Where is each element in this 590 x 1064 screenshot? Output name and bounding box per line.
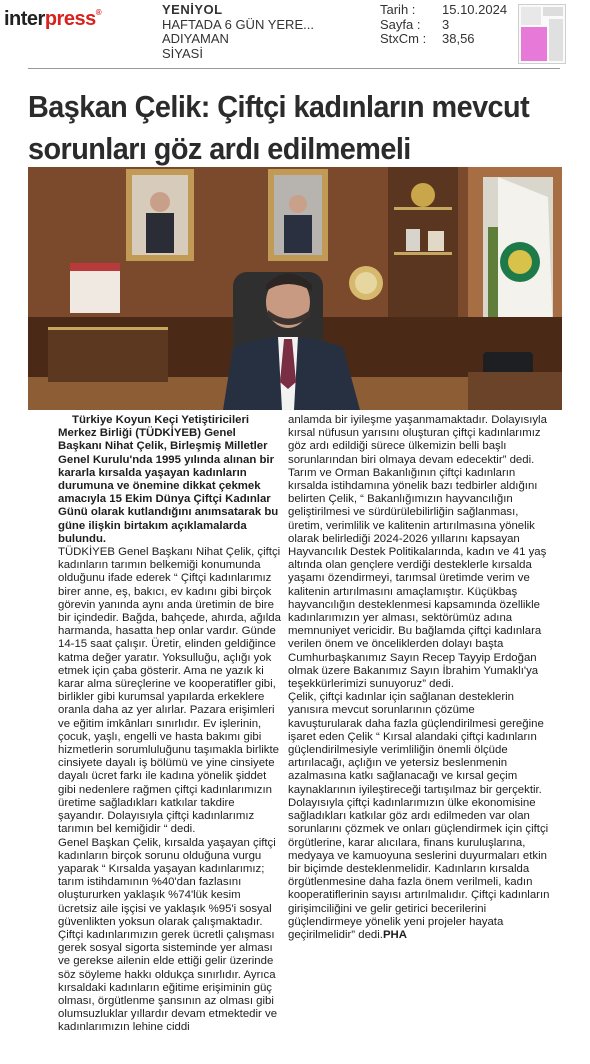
article-signature: PHA: [382, 928, 408, 941]
article-headline: Başkan Çelik: Çiftçi kadınların mevcut sorunları göz ardı edilmemeli: [28, 89, 530, 166]
logo-main: inter: [4, 8, 45, 30]
article-column-1: [58, 414, 282, 1035]
publication-frequency: HAFTADA 6 GÜN YERE...: [162, 16, 314, 32]
paragraph-1: TÜDKİYEB Genel Başkanı Nihat Çelik, çiftçi kadınların tarımın belkemiği konumunda olduğunu ifade ederek “ Çiftçi kadınlarımız birer anne, eş, bakıcı, ev kadını gibi birçok görevin yanında aynı anda üretimin de bire bir içindedir. Bağda, bahçede, ahırda, ağılda harmanda, hasatta hep onlar vardır. Günde 14-15 saat çalışır. Üretir, elinden geldiğince katma değer yaratır. Yoksulluğu, açlığı yok etmek için çaba gösterir. Ama ne yazık ki karar alma süreçlerine ve kooperatifler gibi, birlikler gibi kurumsal yapılarda erkeklere oranla daha az yer alırlar. Pazara erişimleri ve eğitim imkânları sınırlıdır. Ev işlerinin, çocuk, yaşlı, engelli ve hasta bakımı gibi hizmetlerin sorumluluğunu taşımakla birlikte cinsiyete dayalı iş bölümü ve yine cinsiyete dayalı ücret farkı ile kadına yönelik şiddet gibi nedenlere rağmen çiftçi kadınlarımızın üretime sağladıkları katkılar takdire şayandır. Dolayısıyla çiftçi kadınlarımız tarımın bel kemiğidir “ dedi.: [58, 546, 281, 836]
date-value: 15.10.2024: [442, 2, 508, 17]
area-label: StxCm :: [380, 31, 427, 46]
article-lead: Türkiye Koyun Keçi Yetiştiricileri Merkez Birliği (TÜDKİYEB) Genel Başkanı Nihat Çelik, Birleşmiş Milletler Genel Kurulu'nda 1995 yılında alınan bir kararla kırsalda yaşayan kadınların durumuna ve önemine dikkat çekmek amacıyla 15 Ekim Dünya Çiftçi Kadınlar Günü olarak kutlandığını anımsatarak bu güne ilişkin birtakım açıklamalarda bulundu.: [58, 414, 279, 545]
date-label: Tarih :: [380, 2, 416, 17]
publication-region: ADIYAMAN: [162, 31, 229, 46]
page-value: 3: [442, 16, 450, 32]
article-photo: [28, 167, 562, 410]
paragraph-5: [288, 691, 550, 942]
header-divider: [28, 68, 560, 69]
page-thumbnail[interactable]: [518, 4, 566, 64]
publication-info: [162, 3, 314, 61]
clipping-header: [0, 0, 590, 66]
publication-section: SİYASİ: [162, 45, 203, 61]
paragraph-2: Genel Başkan Çelik, kırsalda yaşayan çiftçi kadınların birçok sorunu olduğuna vurgu yaparak “ Kırsalda yaşayan kadınlarımız; tarım istihdamının %40'dan fazlasını oluştururken yaklaşık %74'lük kesim ücretsiz aile işçisi ve yaklaşık %95'i sosyal güvenlikten yoksun olarak çalışmaktadır. Çiftçi kadınlarımızın gerek ücretli çalışması gerek sosyal sigorta sisteminde yer alması ve gerekse ailenin elde ettiği gelir üzerinde söz söyleme hakkı oldukça sınırlıdır. Ayrıca kırsaldaki kadınların eğitime erişiminin güç olması, örgütlenme şansının az olması gibi olumsuzluklar yıllardır devam etmektedir ve kadınlarımızın lehine ciddi: [58, 836, 278, 1034]
publication-name: YENİYOL: [162, 2, 223, 17]
page-label: Sayfa :: [380, 16, 421, 32]
office-photo-illustration: [28, 167, 562, 410]
logo-accent: press: [44, 8, 96, 30]
paragraph-3: anlamda bir iyileşme yaşanmamaktadır. Dolayısıyla kırsal nüfusun yarısını oluşturan çiftçi kadınlarımız göz ardı edildiği sürece ülkemizin belli başlı sorunlarından biri olmaya devam edecektir” dedi.: [288, 414, 547, 466]
paragraph-5-text: Çelik, çiftçi kadınlar için sağlanan desteklerin yanısıra mevcut sorunlarının çözüme kavuşturularak daha fazla güçlendirilmesi gereğine işaret eden Çelik “ Kırsal alandaki çiftçi kadınların güçlendirilmesiyle verimliliğin önemli ölçüde artırılacağı, açlığın ve yetersiz beslenmenin azalmasına katkı sağlanacağı ve kırsal geçim kaynaklarının iyileştireceği tartışılmaz bir gerçektir. Dolayısıyla çiftçi kadınlarımızın ülke ekonomisine sağladıkları katkılar göz ardı edilmeden var olan sorunlarını çözmek ve onları güçlendirmek için çiftçi örgütlerine, karar alıcılara, finans kuruluşlarına, medyaya ve kamuoyuna seslerini duyurmaları etkin bir biçimde desteklenmelidir. Kadınların kırsalda örgütlenmesine daha fazla önem verilmeli, kadın kooperatiflerinin sayısı artırılmalıdır. Çiftçi kadınların girişimciliğini ve gelir getirici becerilerini güçlendirmeye yönelik yeni projeler hayata geçirilmelidir” dedi.: [288, 691, 550, 941]
interpress-logo: interpress®: [4, 8, 102, 30]
clipping-meta: [380, 3, 507, 47]
paragraph-4: Tarım ve Orman Bakanlığının çiftçi kadınların kırsalda istihdamına yönelik bazı tedbirler aldığını belirten Çelik, “ Bakanlığımızın hayvancılığın geliştirilmesi ve sürdürülebilirliğin sağlanması, üretim, verimlilik ve kalitenin artırılmasına yönelik olarak belirlediği 2024-2026 yıllarını kapsayan Hayvancılık Destek Politikalarında, kadın ve 41 yaş altında olan gençlere verdiği desteklerle kırsalda yaşamı özendirmeyi, tarımsal üretimde verim ve kalitenin artırılmasını amaçlamıştır. Küçükbaş hayvancılığın desteklenmesi kapsamında özellikle kadınlarımızın yer alması, sektörümüz adına memnuniyet vericidir. Bu bağlamda çiftçi kadınlara verilen önem ve önceliklerden dolayı başta Cumhurbaşkanımız Sayın Recep Tayyip Erdoğan olmak üzere Bakanımız Sayın İbrahim Yumaklı'ya teşekkürlerimizi sunuyoruz” dedi.: [288, 466, 547, 691]
area-value: 38,56: [442, 31, 475, 46]
article-column-2: [288, 414, 550, 942]
